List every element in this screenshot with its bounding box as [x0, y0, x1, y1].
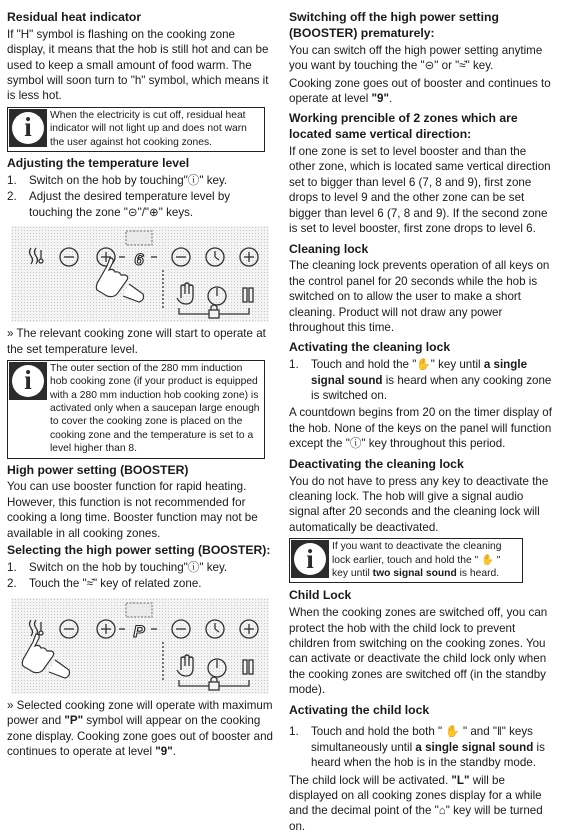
activate-cleaning-steps: [289, 357, 555, 403]
deactivate-cleaning-body: You do not have to press any key to deactivate the cleaning lock. The hob will give a signal audio signal after 20 seconds and the cleaning lock will automatically be deactivated.: [289, 474, 549, 534]
booster-body: You can use booster function for rapid heating. However, this function is not recommended for cooking a long time. Booster function may not be available in all cooking zones.: [7, 480, 258, 540]
switchoff-booster-heading: Switching off the high power setting (BOOSTER) prematurely:: [289, 10, 499, 40]
hand-lock-key-icon: [177, 283, 193, 304]
activate-cleaning-lock-heading: Activating the cleaning lock: [289, 340, 451, 355]
timer-key-icon: [206, 620, 224, 638]
control-panel-drawing: [11, 598, 269, 694]
note-text: The outer section of the 280 mm induction hob cooking zone (if your product is equipped with a 280 mm induction hob cooking zone) is activated only when a saucepan large enough to cover the cooking zone is placed on the cooking zone and the temperature is set to a level higher than 8.: [50, 362, 260, 455]
info-note-residual: [7, 107, 265, 152]
cleaning-lock-body: The cleaning lock prevents operation of all keys on the control panel for 20 seconds while the hob is switched on to allow the user to make a short cleaning. Product will not draw any power throughout this time.: [289, 259, 550, 334]
switchoff-body-2: Cooking zone goes out of booster and continues to operate at level "9".: [289, 76, 551, 105]
padlock-icon: [209, 677, 219, 690]
pause-key-icon: [243, 660, 253, 674]
pause-key-icon: [243, 288, 253, 302]
info-icon: i: [9, 109, 47, 147]
hand-lock-key-icon: [177, 655, 193, 676]
activate-child-steps: [289, 724, 555, 770]
padlock-icon: [209, 305, 219, 318]
left-column: [7, 10, 275, 761]
countdown-text: A countdown begins from 20 on the timer display of the hob. None of the keys on the panel will function except the "ⓘ" key throughout this period.: [289, 406, 552, 451]
vertical-zones-body: If one zone is set to level booster and than the other zone, which is located same vertical direction set to bigger than level 6 (7, 8 and 9), first zone drops to level 9 and the other zone can be set bigger than level 6 (7, 8 and 9). If the second zone is set to level booster, first zone drops to level 6.: [289, 145, 551, 236]
plus-key-icon: [97, 620, 115, 638]
adjust-steps: [7, 173, 275, 220]
note-text: When the electricity is cut off, residual heat indicator will not light up and does not warn the user against hot cooking zones.: [50, 109, 247, 148]
control-panel-diagram-booster: [11, 598, 269, 694]
list-item: 1. Switch on the hob by touching"ⓘ" key.: [7, 173, 228, 187]
control-panel-drawing: [11, 226, 269, 322]
finger-pointer-icon: [22, 634, 69, 678]
right-column: [289, 10, 555, 836]
control-panel-diagram-temperature: [11, 226, 269, 322]
list-item: 1. Switch on the hob by touching"ⓘ" key.: [7, 560, 228, 574]
deactivate-cleaning-lock-heading: Deactivating the cleaning lock: [289, 456, 464, 471]
note-text: If you want to deactivate the cleaning lock earlier, touch and hold the " ✋ " key until two signal sound is heard.: [332, 541, 502, 579]
minus-key-icon: [60, 248, 78, 266]
select-booster-heading: Selecting the high power setting (BOOSTER):: [7, 543, 271, 558]
child-lock-heading: Child Lock: [289, 588, 352, 603]
residual-heat-heading: Residual heat indicator: [7, 10, 142, 24]
booster-heading: High power setting (BOOSTER): [7, 462, 189, 477]
display-digit: 6: [134, 250, 144, 270]
plus-key-icon: [240, 248, 258, 266]
power-key-icon: [208, 659, 226, 677]
vertical-zones-heading: Working prencible of 2 zones which are located same vertical direction:: [289, 111, 518, 142]
minus-key-icon: [60, 620, 78, 638]
timer-key-icon: [206, 248, 224, 266]
switchoff-body: You can switch off the high power setting anytime you want by touching the "⊝" or "≈̆" key.: [289, 43, 543, 73]
list-item: 2. Adjust the desired temperature level by touching the zone "⊝"/"⊕" keys.: [7, 190, 231, 219]
info-icon: i: [291, 540, 329, 578]
child-lock-activated-text: The child lock will be activated. "L" will be displayed on all cooking zones display for a while and the decimal point of the "⌂" key will be turned on.: [289, 773, 543, 833]
cleaning-lock-heading: Cleaning lock: [289, 241, 369, 256]
activate-child-lock-heading: Activating the child lock: [289, 702, 430, 717]
adjust-temperature-heading: Adjusting the temperature level: [7, 156, 190, 171]
list-item: 1. Touch and hold the both " ✋ " and "‖" keys simultaneously until a single signal sound is heard when the hob is in the standby mode.: [289, 725, 545, 770]
info-note-induction: [7, 360, 265, 459]
selected-zone-text: » Selected cooking zone will operate with maximum power and "P" symbol will appear on the cooking zone display. Cooking zone goes out of booster and continues to operate at level "9".: [7, 698, 273, 758]
minus-key-icon: [172, 248, 190, 266]
power-key-icon: [208, 287, 226, 305]
list-item: 2. Touch the "≈̆" key of related zone.: [7, 577, 202, 591]
info-icon: i: [9, 362, 47, 400]
plus-key-icon: [240, 620, 258, 638]
residual-heat-body: If "H" symbol is flashing on the cooking zone display, it means that the hob is still hot and can be used to keep a small amount of food warm. The symbol will soon turn to "h" symbol, which means it is less hot.: [7, 27, 269, 103]
display-digit: P: [133, 621, 145, 641]
booster-key-icon: [30, 248, 44, 264]
select-booster-steps: [7, 560, 275, 592]
minus-key-icon: [172, 620, 190, 638]
info-note-cleaning: [289, 538, 523, 583]
child-lock-body: When the cooking zones are switched off, you can protect the hob with the child lock to prevent children from switching on the cooking zones. You can activate or deactivate the child lock only when the cooking zones are switched off (in the standby mode).: [289, 606, 548, 697]
list-item: 1. Touch and hold the "✋" key until a single signal sound is heard when any cooking zone is switched on.: [289, 358, 552, 403]
relevant-zone-text: » The relevant cooking zone will start to operate at the set temperature level.: [7, 327, 266, 356]
